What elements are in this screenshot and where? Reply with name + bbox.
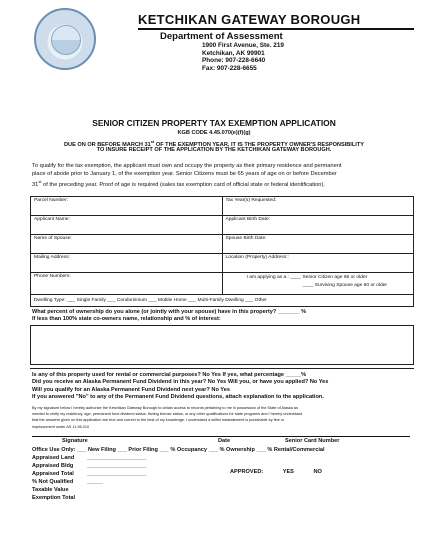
signature-label: Signature (62, 438, 88, 444)
mailing-address-field[interactable]: Mailing Address: (31, 254, 223, 273)
pfd-received-question: Did you receive an Alaska Permanent Fund Dividend in this year? No Yes Will you, or have you applied? No Yes (32, 379, 329, 386)
applicant-name-field[interactable]: Applicant Name: (31, 216, 223, 235)
appraised-land-row: Appraised Land ___________________ (32, 455, 147, 461)
address-line: 1900 First Avenue, Ste. 219 (202, 42, 284, 49)
approved-label: APPROVED: (230, 469, 264, 475)
letterhead (138, 12, 422, 73)
senior-citizen-option[interactable]: I am applying as a : ____ Senior Citizen age 65 or older (246, 275, 368, 280)
spouse-birth-date-field[interactable]: Spouse Birth Date: (222, 235, 414, 254)
parcel-number-field[interactable]: Parcel Number: (31, 197, 223, 216)
signature-line[interactable] (32, 436, 410, 437)
eligibility-text: To qualify for the tax exemption, the applicant must own and occupy the property as their primary residence and permanent place of abode prior to January 1, of the exemption year. Senior Citizens must be 65 years of age on or before December 31st of the preceding year. Proof of age is required (sales tax exemption card of official state or federal identification). (32, 163, 342, 188)
co-owners-box[interactable] (30, 325, 414, 365)
appraised-bldg-row: Appraised Bldg ___________________ (32, 463, 147, 469)
not-qualified-row: % Not Qualified _____ (32, 479, 103, 485)
questions-divider (30, 368, 414, 402)
senior-card-number-label: Senior Card Number (285, 438, 340, 444)
authorization-statement: By my signature below I hereby authorize the Ketchikan Gateway Borough to obtain access to records pertaining to me in possession of the State of Alaska as needed to verify my residency, age, permanent fund dividend status, fishing license status, or any other qualifications for state programs and I hereby understand that the answers given on this application are true and correct to the best of my knowledge. I understand a willful misstatement is punishable by fine or imprisonment under AS 11.56.210 (32, 406, 303, 429)
exemption-total-row: Exemption Total (32, 495, 76, 501)
fax-line: Fax: 907-228-6655 (202, 65, 257, 73)
location-address-field[interactable]: Location (Property) Address:: (222, 254, 414, 273)
surviving-spouse-option[interactable]: ____ Surviving Spouse age 60 or older (302, 283, 388, 288)
appraised-total-row: Appraised Total ___________________ (32, 471, 147, 477)
spouse-name-field[interactable]: Name of Spouse: (31, 235, 223, 254)
pfd-qualify-question: Will you qualify for an Alaska Permanent Fund Dividend next year? No Yes (32, 386, 230, 393)
applicant-type-field[interactable] (222, 273, 414, 295)
phone-line: Phone: 907-228-6640 (202, 57, 266, 65)
approval-block (230, 469, 340, 475)
rental-question: Is any of this property used for rental or commercial purposes? No Yes If yes, what percentage _____% (32, 372, 307, 378)
borough-seal (34, 8, 96, 70)
date-label: Date (218, 438, 231, 444)
office-use-line: Office Use Only: ___ New Filing ___ Prior Filing ___ % Occupancy ___ % Ownership ___ % Rental/Commercial (32, 447, 325, 453)
receipt-line: TO INSURE RECEIPT OF THE APPLICATION BY THE KETCHIKAN GATEWAY BOROUGH. (96, 147, 332, 153)
applicant-info-table (30, 196, 414, 295)
approved-no[interactable]: NO (313, 469, 322, 475)
letterhead-rule (138, 28, 414, 30)
approved-yes[interactable]: YES (282, 469, 294, 475)
form-title: SENIOR CITIZEN PROPERTY TAX EXEMPTION APPLICATION (92, 118, 336, 128)
ownership-question: What percent of ownership do you alone (or jointly with your spouse) have in this property? _______ % If less than 100% state co-owners name, relationship and % of interest: (32, 309, 307, 323)
code-reference: KGB CODE 4.45.070(e)(f)(g) (177, 130, 251, 136)
department-name: Department of Assessment (160, 31, 283, 42)
tax-years-field[interactable]: Tax Year(s) Requested: (222, 197, 414, 216)
phone-numbers-field[interactable]: Phone Numbers: (31, 273, 223, 295)
pfd-explanation-note: If you answered "No" to any of the Permanent Fund Dividend questions, attach explanation to the application. (32, 394, 324, 401)
address-line: Ketchikan, AK 99901 (202, 49, 265, 57)
taxable-value-row: Taxable Value (32, 487, 69, 493)
org-name: KETCHIKAN GATEWAY BOROUGH (138, 12, 361, 27)
due-date-line: DUE ON OR BEFORE MARCH 31st OF THE EXEMPTION YEAR, IT IS THE PROPERTY OWNER'S RESPONSIBILITY (64, 139, 364, 148)
applicant-birth-date-field[interactable]: Applicant Birth Date: (222, 216, 414, 235)
dwelling-type-field[interactable]: Dwelling Type: ___ Single Family ___ Condominium ___ Mobile Home ___ Multi-Family Dwelling ___ Other (30, 295, 414, 307)
